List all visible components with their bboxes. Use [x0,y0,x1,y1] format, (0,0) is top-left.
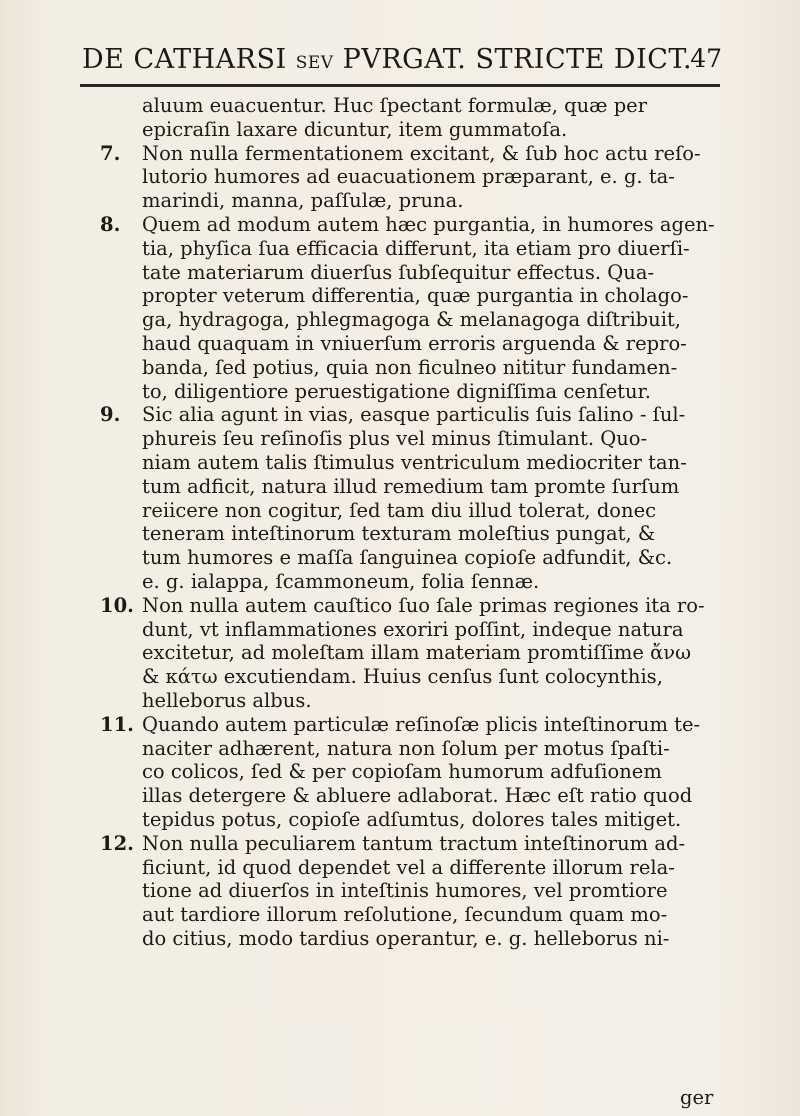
line-text: marindi, manna, paſſulæ, pruna. [142,189,464,213]
text-line [88,641,728,665]
line-text: tione ad diuerſos in inteſtinis humores, vel promtiore [142,879,668,903]
title-rest: PVRGAT. STRICTE DICT. [333,44,693,75]
paragraph-number: 8. [100,212,121,236]
catchword: ger [680,1086,714,1109]
paragraph-number: 7. [100,141,121,165]
line-text: e. g. ialappa, ſcammoneum, folia ſennæ. [142,569,540,593]
paragraph-start-line [88,213,728,237]
text-line [88,451,728,475]
paragraph-number: 11. [100,712,134,736]
line-text: co colicos, ſed & per copioſam humorum adfuſionem [142,760,662,784]
line-text: lutorio humores ad euacuationem præparant, e. g. ta- [142,165,675,189]
line-text: tepidus potus, copioſe adſumtus, dolores tales mitiget. [142,807,682,831]
text-line [88,165,728,189]
line-text: propter veterum differentia, quæ purgantia in cholago- [142,284,689,308]
text-line [88,475,728,499]
text-line [88,546,728,570]
line-text: Sic alia agunt in vias, easque particulis ſuis ſalino - ſul- [142,403,686,427]
text-line [88,332,728,356]
text-line [88,737,728,761]
title-small: SEV [295,53,334,73]
text-line [88,784,728,808]
text-line [88,927,728,951]
header-rule [80,84,720,87]
text-line [88,570,728,594]
line-text: dunt, vt inflammationes exoriri poſſint, indeque natura [142,617,684,641]
line-text: tum adficit, natura illud remedium tam promte ſurſum [142,474,680,498]
page-number: 47 [690,44,722,73]
text-line [88,284,728,308]
text-line [88,261,728,285]
text-line [88,237,728,261]
text-line [88,522,728,546]
line-text: Quem ad modum autem hæc purgantia, in humores agen- [142,212,715,236]
text-line [88,879,728,903]
line-text: do citius, modo tardius operantur, e. g. helleborus ni- [142,926,670,950]
text-line [88,856,728,880]
text-line [88,808,728,832]
text-line [88,427,728,451]
line-text: tate materiarum diuerſus ſubſequitur effectus. Qua- [142,260,655,284]
line-text: to, diligentiore peruestigatione digniſſima cenſetur. [142,379,651,403]
text-line [88,689,728,713]
running-head [82,44,722,84]
paragraph-start-line [88,713,728,737]
line-text: & κάτω excutiendam. Huius cenſus ſunt colocynthis, [142,665,663,689]
text-line [88,903,728,927]
line-text: helleborus albus. [142,688,312,712]
body-text [88,94,728,951]
line-text: reiicere non cogitur, ſed tam diu illud tolerat, donec [142,498,657,522]
paragraph-start-line [88,403,728,427]
text-line [88,118,728,142]
text-line [88,380,728,404]
line-text: ficiunt, id quod dependet vel a differente illorum rela- [142,855,675,879]
line-text: banda, ſed potius, quia non ficulneo nititur fundamen- [142,355,678,379]
line-text: aluum euacuentur. Huc ſpectant formulæ, quæ per [142,94,648,117]
line-text: illas detergere & abluere adlaborat. Hæc eſt ratio quod [142,784,693,808]
line-text: Non nulla autem cauſtico ſuo ſale primas regiones ita ro- [142,593,705,617]
paragraph-number: 12. [100,831,134,855]
line-text: aut tardiore illorum reſolutione, ſecundum quam mo- [142,903,668,927]
line-text: phureis ſeu reſinoſis plus vel minus ſtimulant. Quo- [142,427,648,451]
text-line [88,189,728,213]
paragraph-start-line [88,142,728,166]
paragraph-start-line [88,594,728,618]
text-line [88,308,728,332]
text-line [88,356,728,380]
paragraph-number: 10. [100,593,134,617]
running-title [82,44,692,75]
line-text: tia, phyſica ſua efficacia differunt, ita etiam pro diuerſi- [142,236,690,260]
text-line [88,499,728,523]
line-text: Quando autem particulæ reſinoſæ plicis inteſtinorum te- [142,712,701,736]
paragraph-number: 9. [100,403,121,427]
line-text: Non nulla peculiarem tantum tractum inteſtinorum ad- [142,831,686,855]
line-text: teneram inteſtinorum texturam moleſtius pungat, & [142,522,656,546]
line-text: tum humores e maſſa ſanguinea copioſe adfundit, &c. [142,546,673,570]
text-line [88,760,728,784]
text-line [88,94,728,118]
text-line [88,665,728,689]
line-text: epicraſin laxare dicuntur, item gummatoſa. [142,117,568,141]
paragraph-start-line [88,832,728,856]
line-text: niam autem talis ſtimulus ventriculum mediocriter tan- [142,450,687,474]
text-line [88,618,728,642]
line-text: excitetur, ad moleſtam illam materiam promtiſſime ἄνω [142,641,692,665]
line-text: naciter adhærent, natura non ſolum per motus ſpaſti- [142,736,670,760]
line-text: Non nulla fermentationem excitant, & ſub hoc actu reſo- [142,141,701,165]
line-text: ga, hydragoga, phlegmagoga & melanagoga diſtribuit, [142,308,681,332]
title-main: DE CATHARSI [82,44,296,75]
line-text: haud quaquam in vniuerſum erroris arguenda & repro- [142,331,687,355]
